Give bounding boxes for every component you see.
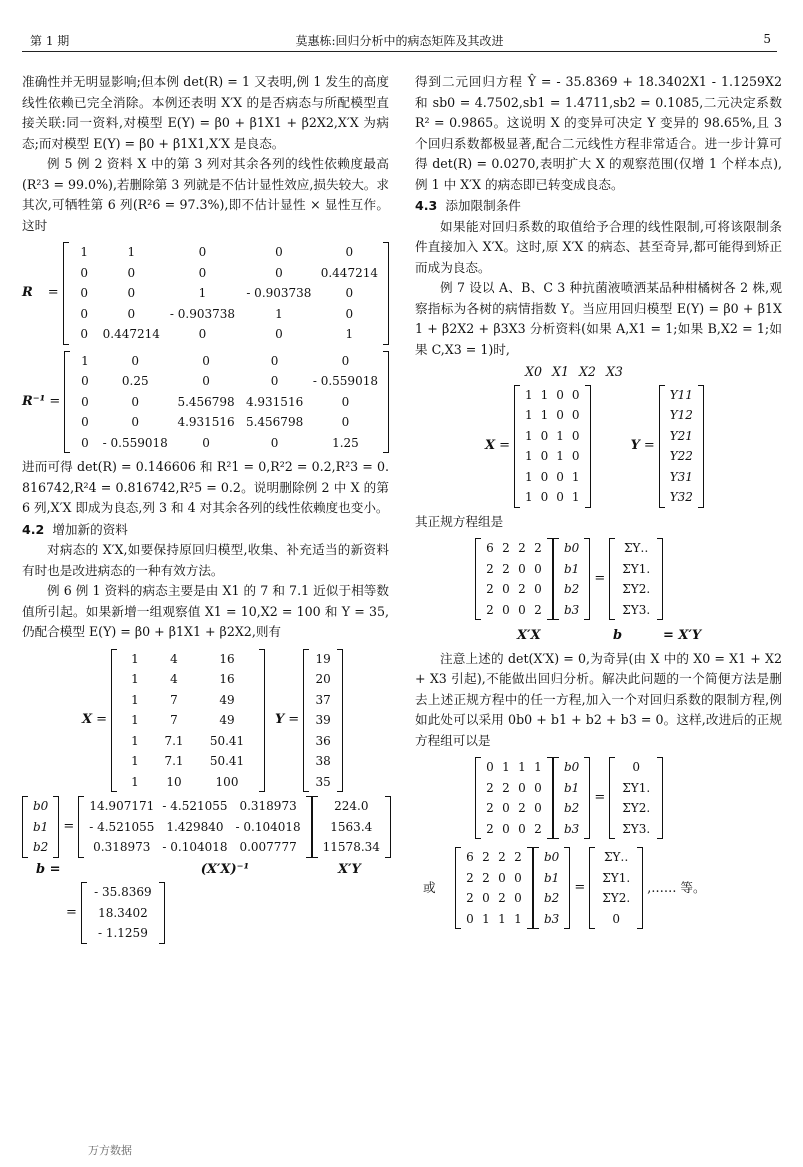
matrix-cell: b2 [564, 582, 580, 596]
r-matrix-equation: R = 1 1 0 0 0 0 0 0 0 0.447214 0 0 1 - 0.903738 0 0 0 - 0.903738 1 0 0 0.447214 0 0 1 [22, 242, 389, 345]
matrix-cell: 2 [466, 870, 474, 885]
example-5-text: 例 5 例 2 资料 X 中的第 3 列对其余各列的线性依赖度最高(R²3 = 99.0%),若删除第 3 列就是不估计显性效应,损失较大。求其次,可牺牲第 6 列(R²6 = 97.3%),即不估计显性 × 显性互作。这时 [22, 156, 389, 233]
matrix-cell: 2 [486, 582, 494, 596]
x-y-matrices-ex7: X = 1 1 0 0 1 1 0 0 1 0 1 0 1 0 1 0 1 0 0 1 1 0 0 1 Y = Y11 Y12 Y21 Y22 Y31 Y32 [485, 385, 782, 508]
matrix-cell: 0 [81, 374, 89, 388]
matrix-cell: Y21 [669, 428, 693, 443]
matrix-cell: b1 [544, 870, 560, 885]
xtx-inverse-matrix [78, 796, 311, 858]
matrix-cell: 0 [518, 561, 526, 576]
rhs-vector-2 [589, 847, 643, 929]
matrix-cell: 0 [502, 582, 510, 596]
r-inverse-matrix [64, 351, 389, 454]
caption-b: b = [36, 861, 61, 877]
matrix-cell: 1 [556, 449, 564, 463]
r-label: R [22, 285, 33, 300]
right-column [415, 72, 782, 929]
matrix-cell: - 4.521055 [162, 799, 228, 813]
paragraph-left-1: 准确性并无明显影响;但本例 det(R) = 1 又表明,例 1 发生的高度线性依赖已完全消除。本例还表明 X′X 的是否病态与所配模型直接关联:同一资料,对模型 E(Y) = β0 + β1X1 + β2X2,X′X 为病态;而对模型 E(Y) = β0 + β1X1,X′X 是良态。 [22, 74, 389, 151]
matrix-cell: 49 [219, 692, 235, 707]
section-number: 4.3 [415, 198, 438, 213]
matrix-cell: 0 [345, 306, 354, 321]
matrix-cell: 1 [131, 672, 139, 686]
matrix-cell: 0 [270, 374, 279, 388]
matrix-cell: 39 [315, 713, 331, 727]
matrix-cell: 11578.34 [322, 840, 380, 854]
matrix-cell: - 0.559018 [102, 435, 168, 450]
matrix-cell: b3 [564, 602, 580, 617]
matrix-cell: 0 [80, 327, 88, 341]
matrix-cell: 0 [341, 353, 350, 368]
matrix-cell: 0 [514, 870, 522, 885]
matrix-cell: 0 [127, 306, 136, 321]
matrix-cell: 0 [534, 582, 542, 596]
matrix-cell: 0 [482, 891, 490, 905]
matrix-cell: 1 [345, 327, 354, 341]
matrix-cell: 20 [315, 672, 331, 686]
matrix-cell: 2 [486, 801, 494, 815]
matrix-cell: 1 [275, 306, 283, 321]
normal-equations-intro: 其正规方程组是 [415, 513, 504, 529]
matrix-cell: 0 [571, 387, 580, 402]
matrix-cell: 0 [131, 353, 140, 368]
matrix-cell: 2 [466, 891, 474, 905]
matrix-cell: 0 [202, 374, 210, 388]
xty-vector [312, 796, 391, 858]
matrix-cell: 2 [534, 602, 542, 617]
matrix-cell: 1 [131, 692, 139, 707]
matrix-cell: b0 [564, 760, 580, 774]
matrix-cell: 1 [571, 490, 580, 504]
matrix-cell: 0 [556, 469, 564, 484]
matrix-cell: 5.456798 [177, 394, 235, 409]
matrix-cell: 0.318973 [239, 799, 297, 813]
matrix-cell: 0 [345, 245, 354, 259]
section-number: 4.2 [22, 521, 45, 537]
matrix-cell: 2 [486, 780, 494, 795]
y-vector-ex7 [659, 385, 704, 508]
paragraph-right-2: 如果能对回归系数的取值给予合理的线性限制,可将该限制条件直接加入 X′X。这时,原 X′X 的病态、甚至奇异,都可能得到矫正而成为良态。 [415, 218, 782, 275]
matrix-cell: 1 [525, 469, 533, 484]
matrix-cell: 0 [612, 911, 621, 926]
matrix-cell: 1 [534, 760, 542, 774]
section-4-3-heading [415, 196, 782, 217]
solution-equation: b0 b1 b2 = 14.907171 - 4.521055 0.318973 - 4.521055 1.429840 - 0.104018 0.318973 - 0.104018 0.007777 224.0 1563.4 11578.34 [22, 796, 389, 858]
matrix-cell: 4 [170, 651, 178, 666]
example-6-text: 例 6 例 1 资料的病态主要是由 X1 的 7 和 7.1 近似于相等数值所引起。如果新增一组观察值 X1 = 10,X2 = 100 和 Y = 35,仍配合模型 E(Y) = β0 + β1X1 + β2X2,则有 [22, 583, 389, 639]
matrix-cell: 0 [80, 306, 88, 321]
matrix-cell: 6 [486, 541, 494, 555]
matrix-cell: 0 [80, 265, 88, 280]
matrix-cell: 2 [502, 541, 510, 555]
r-inverse-label: R⁻¹ [22, 393, 46, 409]
normal-equations: 6 2 2 2 2 2 0 0 2 0 2 0 2 0 0 2 b0 b1 b2 b3 = ΣY‥ ΣY1. ΣY2. ΣY3. [475, 538, 782, 620]
caption-xty: X′Y [338, 861, 361, 877]
matrix-cell: 1 [525, 449, 533, 463]
matrix-cell: 0 [202, 435, 210, 450]
matrix-cell: 1 [131, 651, 139, 666]
matrix-cell: 2 [486, 821, 494, 836]
coefficient-vector [81, 882, 165, 944]
matrix-cell: 1 [81, 353, 89, 368]
matrix-cell: 2 [534, 541, 542, 555]
x-column-headers: X0 X1 X2 X3 [525, 364, 623, 379]
matrix-cell: 1 [514, 911, 522, 926]
x-matrix-ex6 [111, 649, 265, 793]
matrix-cell: 1 [571, 469, 580, 484]
r-inverse-equation: R⁻¹ = 1 0 0 0 0 0 0.25 0 0 - 0.559018 0 0 5.456798 4.931516 0 0 0 4.931516 5.456798 0 0 - 0.559018 0 0 1.25 [22, 351, 389, 454]
y-label: Y [275, 712, 285, 727]
matrix-cell: 0 [514, 891, 522, 905]
matrix-cell: 1 [525, 387, 533, 402]
matrix-cell: ΣY‥ [604, 850, 629, 864]
matrix-cell: 0 [498, 870, 506, 885]
matrix-cell: 1 [131, 774, 139, 789]
matrix-cell: 100 [215, 774, 239, 789]
page-number: 5 [763, 32, 771, 46]
matrix-cell: Y11 [669, 387, 693, 402]
matrix-cell: 0 [534, 780, 542, 795]
matrix-cell: 1 [525, 490, 533, 504]
b-vector [22, 796, 59, 858]
matrix-cell: 6 [466, 850, 474, 864]
matrix-cell: ΣY1. [622, 561, 651, 576]
matrix-cell: 0 [540, 428, 549, 443]
matrix-cell: 0.318973 [93, 840, 151, 854]
matrix-cell: 16 [219, 651, 235, 666]
matrix-cell: ΣY3. [622, 821, 651, 836]
matrix-cell: 1 [498, 911, 506, 926]
matrix-cell: 0 [131, 394, 140, 409]
matrix-cell: b0 [33, 799, 49, 813]
matrix-cell: 2 [514, 850, 522, 864]
sum-y-vector [609, 538, 663, 620]
matrix-cell: 0 [556, 490, 564, 504]
matrix-cell: - 35.8369 [94, 885, 152, 899]
improved-matrix-2 [455, 847, 533, 929]
matrix-cell: 0 [518, 602, 526, 617]
matrix-cell: 18.3402 [98, 905, 148, 920]
matrix-cell: - 0.903738 [246, 286, 312, 300]
matrix-cell: 1563.4 [330, 819, 373, 834]
matrix-cell: 1 [131, 713, 139, 727]
paragraph-right-1: 得到二元回归方程 Ŷ = - 35.8369 + 18.3402X1 - 1.1259X2 和 sb0 = 4.7502,sb1 = 1.4711,sb2 = 0.1085,二元决定系数 R² = 0.9865。这说明 X 的变异可决定 Y 变异的 98.65%,且 3 个回归系数都极显著,配合二元线性方程非常适合。进一步计算可得 det(R) = 0.0270,表明扩大 X 的观察范围(仅增 1 个样本点),例 1 中 X′X 的病态即已转变成良态。 [415, 74, 782, 192]
x-y-matrices-ex6: X = 1 4 16 1 4 16 1 7 49 1 7 49 1 7.1 50.41 1 7.1 50.41 1 10 100 Y = 19 20 37 39 36 38 35 [82, 649, 389, 793]
matrix-cell: 0 [540, 490, 549, 504]
matrix-cell: 2 [518, 801, 526, 815]
matrix-cell: 0 [466, 911, 474, 926]
matrix-cell: 38 [315, 754, 331, 768]
x-label: X [82, 712, 93, 727]
matrix-cell: 0 [540, 449, 549, 463]
matrix-cell: 0 [486, 760, 494, 774]
matrix-cell: 0.447214 [102, 327, 160, 341]
matrix-cell: 37 [315, 692, 331, 707]
matrix-cell: 1 [198, 286, 207, 300]
matrix-cell: 49 [219, 713, 235, 727]
matrix-cell: 1 [131, 754, 139, 768]
matrix-cell: 0 [131, 415, 140, 429]
matrix-cell: 0 [275, 327, 283, 341]
or-word: 或 [423, 879, 436, 895]
matrix-cell: - 4.521055 [89, 819, 155, 834]
matrix-cell: 50.41 [209, 754, 245, 768]
matrix-cell: 1 [502, 760, 510, 774]
matrix-cell: b2 [564, 801, 580, 815]
matrix-cell: 0 [502, 801, 510, 815]
section-4-2-heading [22, 520, 389, 541]
matrix-cell: - 0.104018 [162, 840, 228, 854]
matrix-cell: 1 [80, 245, 88, 259]
improved-matrix-1 [475, 757, 553, 839]
matrix-cell: 0 [534, 561, 542, 576]
matrix-cell: 0 [502, 602, 510, 617]
matrix-cell: 0 [275, 265, 283, 280]
caption-b: b [613, 628, 623, 643]
matrix-cell: 5.456798 [245, 415, 304, 429]
matrix-cell: - 0.104018 [235, 819, 301, 834]
matrix-cell: 0 [345, 286, 354, 300]
matrix-cell: 2 [486, 561, 494, 576]
matrix-cell: 0 [571, 408, 580, 422]
matrix-cell: 0 [80, 286, 88, 300]
matrix-cell: 0 [275, 245, 283, 259]
matrix-cell: Y12 [669, 408, 693, 422]
matrix-cell: 2 [502, 561, 510, 576]
x-label: X [485, 437, 496, 453]
matrix-cell: - 1.1259 [97, 926, 148, 940]
matrix-cell: 1.25 [332, 435, 359, 450]
caption-xtx-inv: (X′X)⁻¹ [200, 861, 250, 877]
matrix-cell: 0 [341, 394, 350, 409]
matrix-cell: 2 [482, 850, 490, 864]
article-running-title: 莫惠栋:回归分析中的病态矩阵及其改进 [295, 34, 504, 48]
matrix-cell: ΣY1. [622, 780, 651, 795]
matrix-cell: 0.007777 [239, 840, 297, 854]
left-column [22, 72, 389, 944]
matrix-cell: b1 [33, 819, 49, 834]
matrix-cell: 0 [632, 760, 641, 774]
matrix-cell: 0 [202, 353, 210, 368]
matrix-cell: 1 [525, 428, 533, 443]
matrix-cell: b3 [544, 911, 560, 926]
matrix-cell: 16 [219, 672, 235, 686]
matrix-cell: 0.25 [121, 374, 149, 388]
matrix-cell: 10 [166, 774, 182, 789]
b-vector-ex7 [553, 538, 590, 620]
matrix-cell: ΣY2. [622, 801, 651, 815]
matrix-cell: Y22 [669, 449, 693, 463]
matrix-cell: 2 [518, 582, 526, 596]
matrix-cell: 7 [170, 692, 178, 707]
matrix-cell: Y32 [669, 490, 693, 504]
matrix-cell: 0.447214 [320, 265, 378, 280]
solution-caption [22, 860, 389, 881]
x-matrix-ex7 [514, 385, 591, 508]
matrix-cell: ΣY1. [602, 870, 631, 885]
matrix-cell: 0 [518, 821, 526, 836]
matrix-cell: 0 [127, 286, 136, 300]
matrix-cell: 1 [540, 408, 549, 422]
matrix-cell: 0 [341, 415, 350, 429]
r-matrix [63, 242, 389, 345]
matrix-cell: 2 [502, 780, 510, 795]
etc-text: ,…… 等。 [647, 879, 706, 895]
matrix-cell: 7.1 [164, 754, 184, 768]
paragraph-right-5: 注意上述的 det(X′X) = 0,为奇异(由 X 中的 X0 = X1 + X2 + X3 引起),不能做出回归分析。解决此问题的一个简便方法是删去上述正规方程中的任一方程,加入一个对回归系数的限制方程,例如此处可以采用 0b0 + b1 + b2 + b3 = 0。这样,改进后的正规方程组可以是 [415, 650, 782, 748]
section-title: 增加新的资料 [52, 521, 128, 537]
matrix-cell: ΣY3. [622, 602, 651, 617]
matrix-cell: 1 [556, 428, 564, 443]
matrix-cell: 2 [498, 850, 506, 864]
matrix-cell: 1 [127, 245, 136, 259]
matrix-cell: 0 [270, 353, 279, 368]
matrix-cell: Y31 [669, 469, 693, 484]
example-7-text: 例 7 设以 A、B、C 3 种抗菌液喷洒某品种柑橘树各 2 株,观察指标为各树的病情指数 Y。当应用回归模型 E(Y) = β0 + β1X1 + β2X2 + β3X3 分析资料(如果 A,X1 = 1;如果 B,X2 = 1;如果 C,X3 = 1)时, [415, 280, 782, 357]
matrix-cell: 1 [482, 911, 490, 926]
matrix-cell: 1 [525, 408, 533, 422]
matrix-cell: 0 [81, 415, 89, 429]
matrix-cell: 2 [486, 602, 494, 617]
y-label: Y [630, 437, 640, 453]
matrix-cell: 2 [498, 891, 506, 905]
caption-xty: = X′Y [663, 628, 702, 643]
matrix-cell: 35 [315, 774, 331, 789]
improved-equations-2: 或 6 2 2 2 2 2 0 0 2 0 2 0 0 1 1 1 b0 b1 b2 b3 = ΣY‥ ΣY1. ΣY2. 0 ,…… 等。 [415, 847, 782, 929]
matrix-cell: 0 [556, 387, 564, 402]
matrix-cell: 19 [315, 651, 331, 666]
matrix-cell: 2 [534, 821, 542, 836]
matrix-cell: 1 [540, 387, 549, 402]
running-header [22, 24, 777, 52]
matrix-cell: - 0.559018 [312, 374, 378, 388]
matrix-cell: 0 [198, 245, 207, 259]
matrix-cell: 0 [81, 394, 89, 409]
matrix-cell: b3 [564, 821, 580, 836]
matrix-cell: 1 [518, 760, 526, 774]
matrix-cell: 0 [540, 469, 549, 484]
matrix-cell: 4 [170, 672, 178, 686]
matrix-cell: 224.0 [334, 799, 369, 813]
matrix-cell: ΣY2. [602, 891, 631, 905]
matrix-cell: 1.429840 [166, 819, 224, 834]
matrix-cell: 0 [502, 821, 510, 836]
matrix-cell: 2 [482, 870, 490, 885]
issue-number: 第 1 期 [30, 34, 70, 48]
matrix-cell: 0 [534, 801, 542, 815]
matrix-cell: 7.1 [164, 733, 184, 748]
matrix-cell: 4.931516 [177, 415, 235, 429]
matrix-cell: 36 [315, 733, 331, 748]
matrix-cell: ΣY2. [622, 582, 651, 596]
b-vector-improved-2 [533, 847, 570, 929]
matrix-cell: 0 [556, 408, 564, 422]
matrix-cell: 1 [131, 733, 139, 748]
paragraph-left-3: 进而可得 det(R) = 0.146606 和 R²1 = 0,R²2 = 0.2,R²3 = 0.816742,R²4 = 0.816742,R²5 = 0.2。说明删除例 2 中 X 的第 6 列,X′X 即成为良态,列 3 和 4 对其余各列的线性依赖度也变小。 [22, 459, 389, 515]
matrix-cell: 14.907171 [89, 799, 155, 813]
improved-equations-1: 0 1 1 1 2 2 0 0 2 0 2 0 2 0 0 2 b0 b1 b2 b3 = 0 ΣY1. ΣY2. ΣY3. [475, 757, 782, 839]
matrix-cell: 0 [198, 265, 207, 280]
matrix-cell: 0 [127, 265, 136, 280]
matrix-cell: b2 [544, 891, 560, 905]
matrix-cell: 0 [518, 780, 526, 795]
matrix-cell: 0 [198, 327, 207, 341]
matrix-cell: 0 [270, 435, 279, 450]
caption-xtx: X′X [517, 628, 541, 643]
matrix-cell: 2 [518, 541, 526, 555]
xtx-matrix [475, 538, 553, 620]
matrix-cell: 7 [170, 713, 178, 727]
matrix-cell: ΣY‥ [624, 541, 649, 555]
normal-equations-caption [517, 626, 782, 647]
b-vector-improved-1 [553, 757, 590, 839]
matrix-cell: 0 [571, 428, 580, 443]
matrix-cell: b0 [544, 850, 560, 864]
matrix-cell: b0 [564, 541, 580, 555]
section-title: 添加限制条件 [445, 198, 521, 213]
matrix-cell: b1 [564, 780, 580, 795]
matrix-cell: 4.931516 [245, 394, 304, 409]
rhs-vector-1 [609, 757, 663, 839]
y-vector-ex6 [303, 649, 343, 793]
watermark: 万方数据 [88, 1144, 132, 1157]
paragraph-left-4: 对病态的 X′X,如要保持原回归模型,收集、补充适当的新资料有时也是改进病态的一种有效方法。 [22, 542, 389, 578]
matrix-cell: 50.41 [209, 733, 245, 748]
matrix-cell: b1 [564, 561, 580, 576]
matrix-cell: 0 [571, 449, 580, 463]
matrix-cell: b2 [33, 840, 49, 854]
matrix-cell: - 0.903738 [169, 306, 236, 321]
coefficient-result: = - 35.8369 18.3402 - 1.1259 [62, 882, 389, 944]
matrix-cell: 0 [81, 435, 89, 450]
